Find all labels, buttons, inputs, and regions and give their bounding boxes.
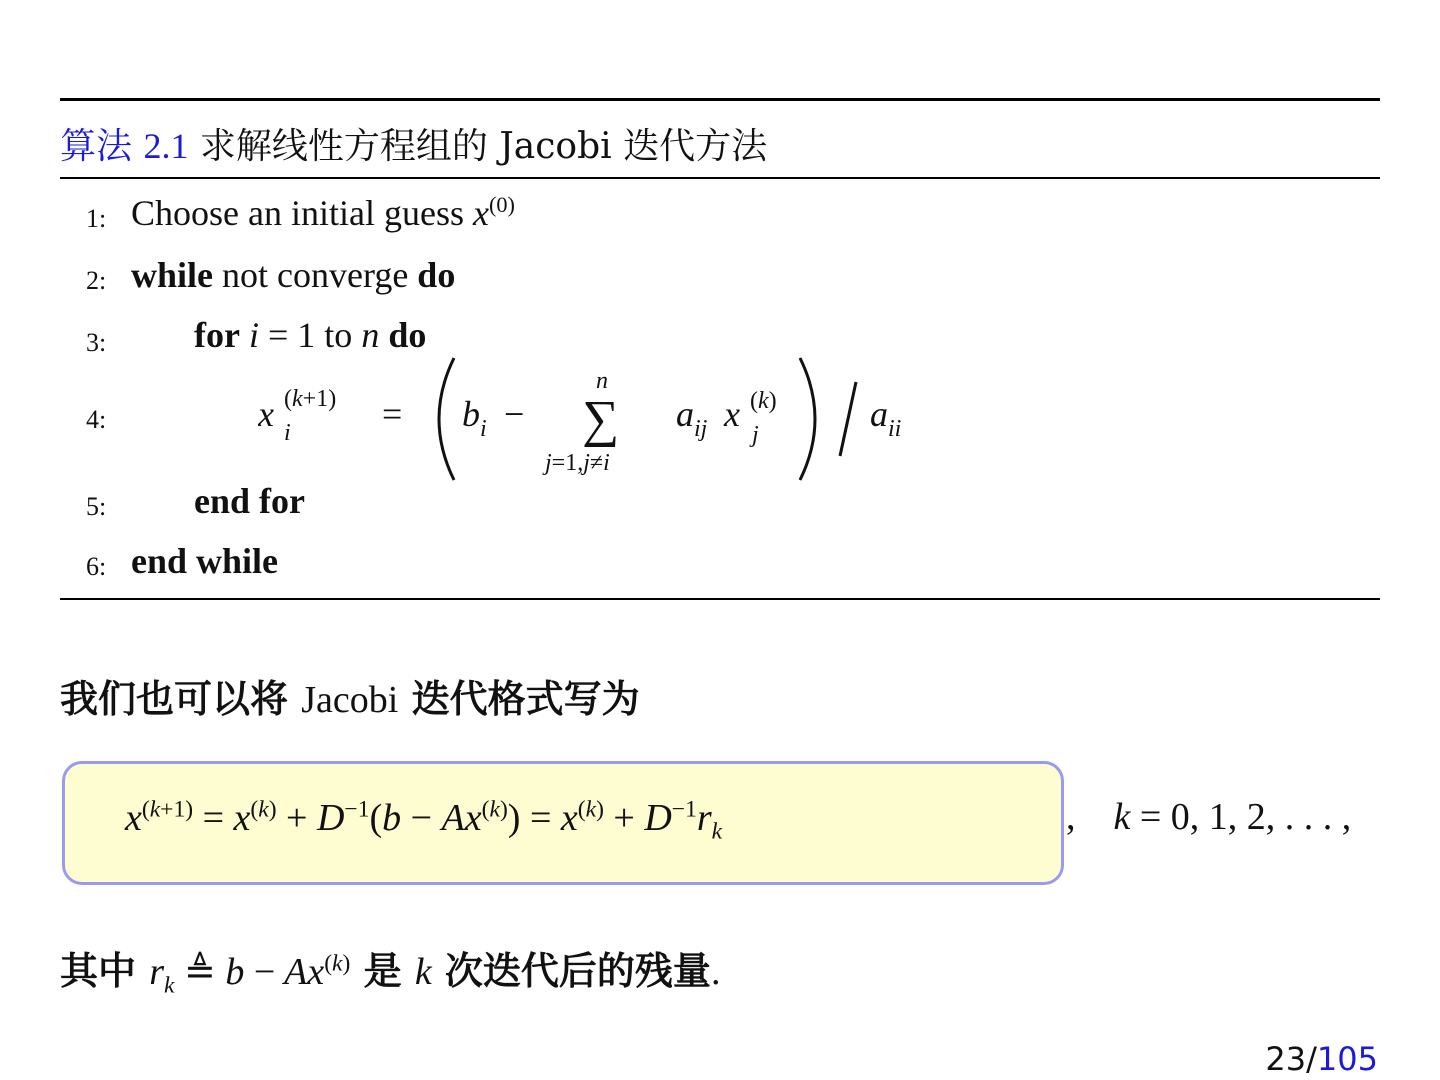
para2-end: .	[710, 951, 721, 993]
paragraph-residual	[60, 940, 720, 1000]
svg-text:j=1,j≠i: j=1,j≠i	[545, 450, 610, 476]
line-number: 6:	[86, 552, 107, 581]
algorithm-number: 2.1	[143, 126, 189, 166]
paragraph-jacobi-form	[60, 668, 640, 723]
svg-text:n: n	[596, 368, 608, 394]
highlighted-formula-box	[62, 761, 1064, 885]
algorithm-line-5	[60, 480, 1380, 536]
line-body	[131, 192, 515, 234]
svg-text:j: j	[752, 422, 759, 448]
para2-before: 其中	[60, 948, 137, 993]
algorithm-top-rule	[60, 98, 1380, 101]
math-residual-def: $r_k$ ≜ $b - Ax^{(k)}$	[149, 950, 351, 999]
line-number: 3:	[86, 328, 107, 357]
page-total: 105	[1316, 1040, 1378, 1078]
line-number: 2:	[86, 266, 107, 295]
svg-text:x: x	[258, 394, 274, 434]
keyword-end-while: end while	[131, 541, 279, 581]
keyword-while: while	[131, 255, 214, 295]
line-number: 1:	[86, 204, 107, 233]
page-separator: /	[1306, 1040, 1317, 1078]
math-k: k	[414, 951, 432, 993]
keyword-do: do	[417, 255, 456, 295]
svg-text:(k): (k)	[750, 388, 777, 414]
svg-text:i: i	[480, 416, 487, 442]
algorithm-title-rule	[60, 177, 1380, 179]
svg-text:x: x	[724, 394, 740, 434]
line-text: Choose an initial guess	[131, 193, 464, 233]
svg-text:a: a	[870, 394, 888, 434]
svg-text:−: −	[504, 394, 525, 434]
math-x0: $x^{(0)}$	[472, 192, 515, 233]
math-i-eq-1: i = 1	[248, 315, 316, 355]
algorithm-line-1	[60, 192, 1380, 248]
keyword-to: to	[324, 315, 353, 355]
jacobi-matrix-formula: $x^{(k+1)} = x^{(k)} + D^{-1}(b - Ax^{(k)}) = x^{(k)} + D^{-1}r_k$	[125, 796, 723, 845]
line-body	[194, 314, 426, 356]
line-text: not converge	[222, 255, 409, 295]
page-current: 23	[1265, 1040, 1307, 1078]
para1-latin: Jacobi	[301, 679, 399, 721]
svg-text:ii: ii	[888, 416, 902, 442]
para2-after: 次迭代后的残量	[444, 948, 711, 993]
svg-text:a: a	[676, 394, 694, 434]
algorithm-line-6	[60, 540, 1380, 596]
algorithm-bottom-rule	[60, 598, 1380, 600]
svg-text:∑: ∑	[582, 391, 620, 448]
para2-mid: 是	[363, 948, 402, 993]
jacobi-update-formula	[258, 352, 938, 487]
algorithm-title-text: 求解线性方程组的 Jacobi 迭代方法	[199, 126, 768, 167]
keyword-end-for: end for	[194, 481, 305, 521]
line-body	[131, 254, 455, 296]
svg-text:b: b	[462, 394, 480, 434]
keyword-do: do	[388, 315, 427, 355]
iteration-index-range: , k = 0, 1, 2, . . . ,	[1066, 796, 1352, 838]
algorithm-label: 算法	[60, 126, 133, 167]
svg-text:i: i	[284, 420, 291, 446]
svg-text:(k+1): (k+1)	[284, 386, 337, 412]
algorithm-line-2	[60, 254, 1380, 310]
math-n: n	[361, 315, 380, 355]
algorithm-title	[60, 118, 767, 169]
page-number	[1265, 1040, 1378, 1078]
line-number: 4:	[86, 405, 107, 434]
keyword-for: for	[194, 315, 240, 355]
svg-text:ij: ij	[694, 416, 708, 442]
svg-text:=: =	[382, 394, 403, 434]
para1-before: 我们也可以将	[60, 676, 289, 721]
para1-after: 迭代格式写为	[411, 676, 640, 721]
line-number: 5:	[86, 492, 107, 521]
